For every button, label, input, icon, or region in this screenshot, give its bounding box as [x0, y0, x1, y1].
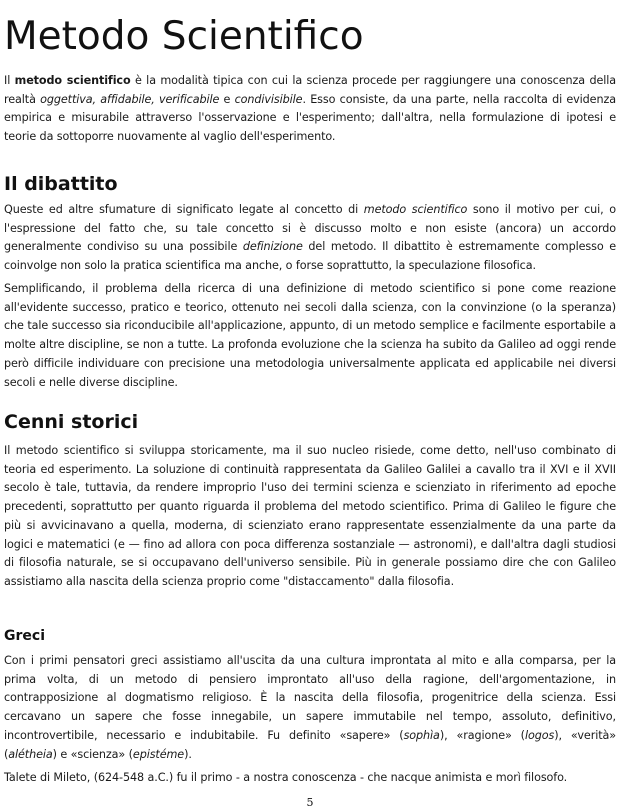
paragraph-text: del metodo. Il dibattito è estremamente complesso e coinvolge non solo la pratica scientifica ma anche, o forse soprattutto, la speculazione filosofica. — [4, 240, 616, 273]
cenni-section — [4, 410, 616, 434]
intro-italic-term: condivisibile — [234, 92, 303, 106]
section-heading-greci: Greci — [4, 628, 45, 644]
paragraph-text: Con i primi pensatori greci assistiamo all'uscita da una cultura improntata al mito e alla comparsa, per la prima volta, di un metodo di pensiero improntato all'uso della ragione, dell'argomentazione, in contrapposizione al dogmatismo religioso. È la nascita della filosofia, progenitrice della scienza. Essi cercavano un sapere che fosse innegabile, un sapere immutabile nel tempo, assoluto, definitivo, incontrovertibile, necessario e indubitabile. Fu definito «sapere» ( — [4, 654, 616, 742]
intro-bold-term: metodo scientifico — [14, 74, 131, 87]
intro-section — [4, 72, 616, 147]
paragraph-text: ) e «scienza» ( — [52, 747, 133, 761]
greci-p2-block — [4, 769, 616, 788]
italic-term: sophìa — [403, 728, 440, 742]
intro-paragraph — [4, 72, 616, 147]
intro-text: è la modalità tipica con cui la scienza procede per raggiungere una conoscenza della realtà — [4, 74, 617, 106]
dibattito-paragraph-1 — [4, 201, 616, 276]
dibattito-section — [4, 172, 616, 196]
italic-term: logos — [524, 728, 555, 742]
section-heading-cenni: Cenni storici — [4, 411, 139, 433]
dibattito-p2-block — [4, 280, 616, 392]
intro-text: Il — [4, 74, 15, 87]
dibattito-p1-block — [4, 201, 616, 276]
paragraph-text: sono il motivo per cui, o l'espressione del fatto che, su tale concetto si è discusso molto e non esiste (ancora) un accordo generalmente condiviso su una possibile — [4, 203, 616, 254]
paragraph-text: Queste ed altre sfumature di significato legate al concetto di — [4, 203, 364, 216]
greci-paragraph-1 — [4, 652, 616, 764]
section-heading-dibattito: Il dibattito — [4, 173, 118, 195]
paragraph-text: ), «verità» ( — [4, 728, 616, 761]
page-number: 5 — [306, 796, 314, 809]
dibattito-paragraph-2: Semplificando, il problema della ricerca di una definizione di metodo scientifico si pone come reazione all'evidente successo, pratico e teorico, ottenuto nei secoli dalla scienza, con la convinzione (o la speranza) che tale successo sia riconducibile all'applicazione, appunto, di un metodo semplice e facilmente esportabile a molte altre discipline, se non a tutte. La profonda evoluzione che la scienza ha subito da Galileo ad oggi rende però difficile individuare con precisione una metodologia universalmente applicata ed applicabile nei diversi secoli e nelle diverse discipline. — [4, 282, 616, 389]
intro-text: e — [219, 92, 235, 106]
cenni-paragraph-1: Il metodo scientifico si sviluppa storicamente, ma il suo nucleo risiede, come detto, nell'uso combinato di teoria ed esperimento. La soluzione di continuità rappresentata da Galileo Galilei a cavallo tra il XVI e il XVII secolo è tale, tuttavia, da rendere improprio l'uso dei termini scienza e scienziato in riferimento ad epoche precedenti, soprattutto per quanto riguarda il problema del metodo scientifico. Prima di Galileo le figure che più si avvicinavano a quella, moderna, di scienziato erano rappresentate essenzialmente da una parte da logici e matematici (e — fino ad allora con poca differenza sostanziale — astronomi), e dall'altra dagli studiosi di filosofia naturale, se si occupavano dell'universo sensibile. Più in generale possiamo dire che con Galileo assistiamo alla nascita della scienza proprio come "distaccamento" dalla filosofia. — [4, 444, 616, 588]
paragraph-text: ). — [184, 747, 192, 761]
page-title: Metodo Scientifico — [4, 14, 364, 59]
greci-p1-block — [4, 652, 616, 764]
italic-term: metodo scientifico — [363, 203, 468, 216]
italic-term: definizione — [242, 240, 303, 254]
paragraph-text: ), «ragione» ( — [439, 728, 525, 742]
intro-italic-terms: oggettiva, affidabile, verificabile — [40, 92, 220, 106]
greci-section — [4, 626, 616, 646]
greci-paragraph-2: Talete di Mileto, (624-548 a.C.) fu il primo - a nostra conoscenza - che nacque animista e morì filosofo. — [4, 771, 568, 784]
italic-term: epistéme — [132, 747, 185, 761]
italic-term: alétheia — [8, 747, 53, 761]
cenni-p1-block — [4, 442, 616, 592]
intro-text: . Esso consiste, da una parte, nella raccolta di evidenza empirica e misurabile attraverso l'osservazione e l'esperimento; dall'altra, nella formulazione di ipotesi e teorie da sottoporre nuovamente al vaglio dell'esperimento. — [4, 92, 616, 144]
